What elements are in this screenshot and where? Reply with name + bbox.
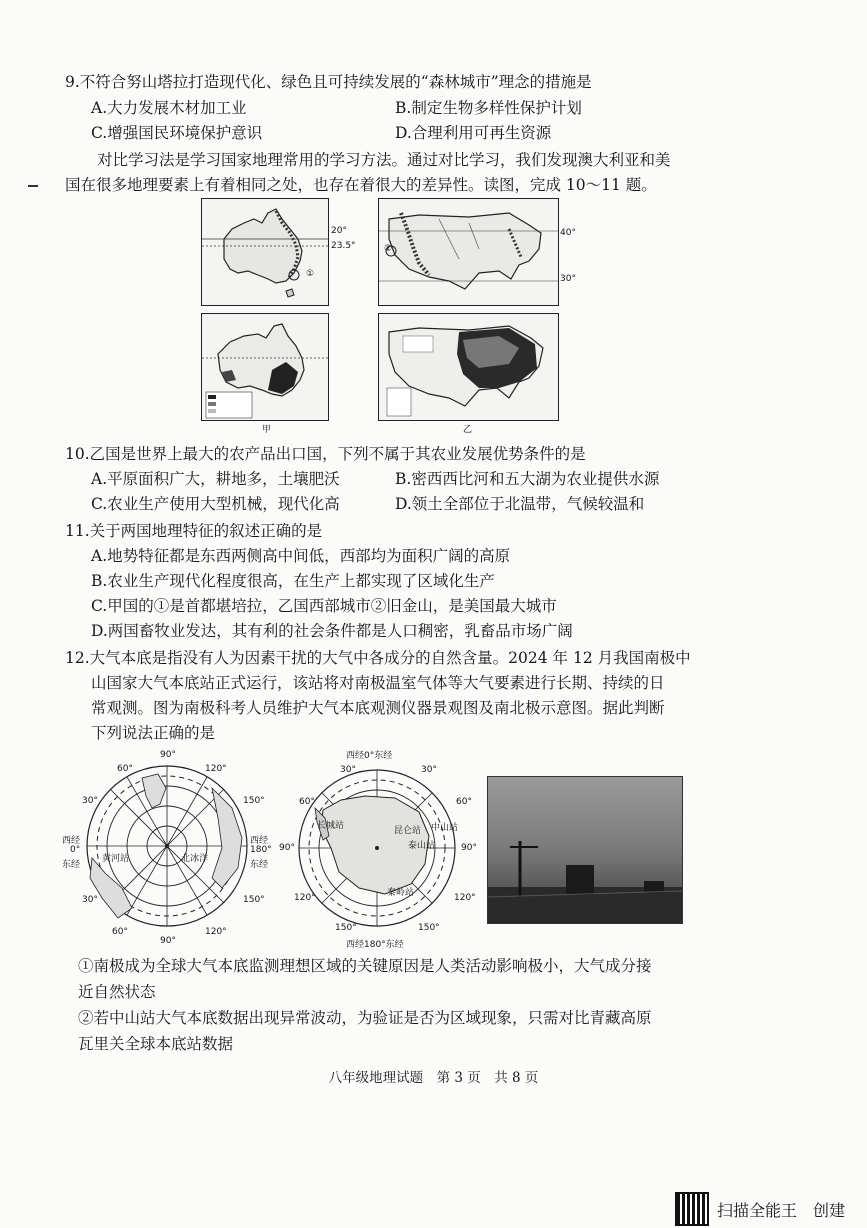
q12-line-2: 山国家大气本底站正式运行，该站将对南极温室气体等大气要素进行长期、持续的日 — [91, 674, 665, 692]
n-150-bottom: 150° — [243, 895, 265, 905]
q11-option-b: B.农业生产现代化程度很高，在生产上都实现了区域化生产 — [91, 572, 495, 590]
n-30-left: 30° — [82, 796, 98, 806]
q9-option-d: D.合理利用可再生资源 — [395, 124, 552, 142]
kunlun-station: 昆仑站 — [394, 826, 422, 836]
n-120-top: 120° — [205, 764, 227, 774]
margin-mark — [28, 185, 38, 187]
n-0: 0° — [70, 845, 81, 855]
q9-option-c: C.增强国民环境保护意识 — [91, 124, 263, 142]
q12-line-1: 12.大气本底是指没有人为因素干扰的大气中各成分的自然含量。2024 年 12 月我国南极中 — [65, 649, 691, 667]
s-150-left: 150° — [335, 923, 357, 933]
lat-30-label: 30° — [560, 274, 576, 284]
n-120-bottom: 120° — [205, 927, 227, 937]
q10-option-a: A.平原面积广大，耕地多，土壤肥沃 — [91, 470, 340, 488]
q9-option-b: B.制定生物多样性保护计划 — [395, 99, 582, 117]
q12-line-4: 下列说法正确的是 — [91, 724, 216, 742]
s-30-right: 30° — [421, 765, 437, 775]
australia-agriculture-map — [201, 313, 329, 421]
q12-line-3: 常观测。图为南极科考人员维护大气本底观测仪器景观图及南北极示意图。据此判断 — [91, 699, 665, 717]
s-bottom-label: 西经180°东经 — [346, 940, 404, 950]
north-pole-map — [62, 748, 272, 943]
q12-statement-1a: ①南极成为全球大气本底监测理想区域的关键原因是人类活动影响极小，大气成分接 — [78, 957, 652, 975]
n-90-top: 90° — [160, 750, 176, 760]
n-60-bottom: 60° — [112, 927, 128, 937]
lat-20-label: 20° — [331, 226, 347, 236]
q12-statement-2a: ②若中山站大气本底数据出现异常波动，为验证是否为区域现象，只需对比青藏高原 — [78, 1009, 652, 1027]
south-pole-map — [285, 756, 475, 936]
n-west-180: 西经 — [250, 836, 269, 846]
q10-option-c: C.农业生产使用大型机械，现代化高 — [91, 495, 340, 513]
fig-label-yi: 乙 — [463, 425, 473, 435]
zhongshan-station: 中山站 — [431, 823, 459, 833]
s-120-right: 120° — [454, 893, 476, 903]
lat-40-label: 40° — [560, 228, 576, 238]
q11-stem: 11.关于两国地理特征的叙述正确的是 — [65, 522, 323, 540]
atmosphere-station-photo — [487, 776, 683, 924]
marker-2: ② — [384, 244, 393, 254]
taishan-station: 泰山站 — [408, 841, 436, 851]
yellow-river-station: 黄河站 — [102, 854, 130, 864]
intro-line-1: 对比学习法是学习国家地理常用的学习方法。通过对比学习，我们发现澳大利亚和美 — [97, 151, 671, 169]
n-east-0: 东经 — [62, 860, 81, 870]
q9-option-a: A.大力发展木材加工业 — [91, 99, 247, 117]
page-footer: 八年级地理试题 第 3 页 共 8 页 — [328, 1070, 539, 1086]
s-30-left: 30° — [340, 765, 356, 775]
marker-1: ① — [306, 269, 315, 279]
australia-relief-map — [201, 198, 329, 306]
q10-stem: 10.乙国是世界上最大的农产品出口国，下列不属于其农业发展优势条件的是 — [65, 445, 586, 463]
n-30-bottom: 30° — [82, 895, 98, 905]
q10-option-b: B.密西西比河和五大湖为农业提供水源 — [395, 470, 660, 488]
q12-statement-1b: 近自然状态 — [78, 983, 156, 1001]
intro-line-2: 国在很多地理要素上有着相同之处，也存在着很大的差异性。读图，完成 10～11 题。 — [65, 176, 657, 194]
fig-label-jia: 甲 — [262, 425, 272, 435]
usa-relief-map — [378, 198, 559, 306]
s-90-right: 90° — [461, 843, 477, 853]
n-west-0: 西经 — [62, 836, 81, 846]
q12-statement-2b: 瓦里关全球本底站数据 — [78, 1035, 234, 1053]
s-90-left: 90° — [279, 843, 295, 853]
s-top-label: 西经0°东经 — [346, 751, 393, 761]
scanner-watermark — [675, 1192, 845, 1226]
lat-23-5-label: 23.5° — [331, 241, 356, 251]
n-90-bottom: 90° — [160, 936, 176, 946]
s-60-right: 60° — [456, 797, 472, 807]
watermark-text: 扫描全能王 创建 — [716, 1200, 845, 1220]
q9-stem: 9.不符合努山塔拉打造现代化、绿色且可持续发展的“森林城市”理念的措施是 — [65, 73, 592, 91]
q11-option-a: A.地势特征都是东西两侧高中间低，西部均为面积广阔的高原 — [91, 547, 511, 565]
n-east-180: 东经 — [250, 860, 269, 870]
qr-code-icon — [675, 1192, 709, 1226]
q11-option-c: C.甲国的①是首都堪培拉，乙国西部城市②旧金山，是美国最大城市 — [91, 597, 557, 615]
n-60-top: 60° — [117, 764, 133, 774]
q11-option-d: D.两国畜牧业发达，其有利的社会条件都是人口稠密，乳畜品市场广阔 — [91, 622, 573, 640]
s-60-left: 60° — [299, 797, 315, 807]
s-120-left: 120° — [294, 893, 316, 903]
n-180: 180° — [250, 845, 272, 855]
arctic-ocean: 北冰洋 — [181, 854, 209, 864]
great-wall-station: 长城站 — [317, 821, 345, 831]
qinling-station: 秦岭站 — [387, 888, 415, 898]
usa-agriculture-map — [378, 313, 559, 421]
q10-option-d: D.领土全部位于北温带，气候较温和 — [395, 495, 645, 513]
s-150-right: 150° — [418, 923, 440, 933]
n-150-right: 150° — [243, 796, 265, 806]
